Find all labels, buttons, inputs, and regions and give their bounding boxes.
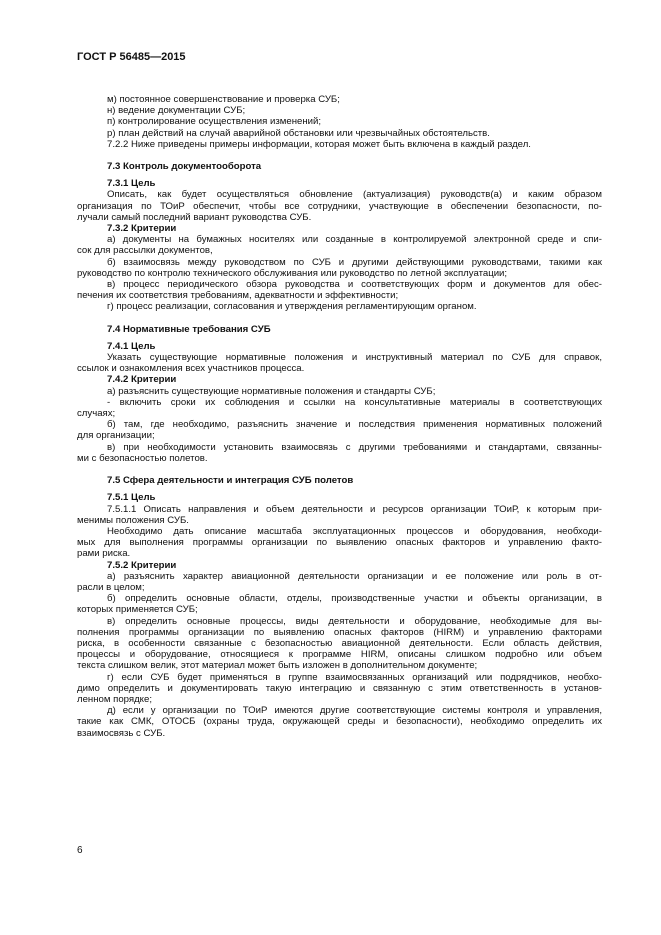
paragraph-line: б) там, где необходимо, разъяснить значение и последствия применения нормативных положений xyxy=(107,419,602,431)
page-number: 6 xyxy=(77,845,83,856)
paragraph-line: расли в целом; xyxy=(77,581,145,593)
paragraph-line: лучали самый последний вариант руководства СУБ. xyxy=(77,211,312,223)
paragraph-line: г) если СУБ будет применяться в группе взаимосвязанных организаций или подрядчиков, необхо- xyxy=(107,671,602,683)
paragraph-line: а) документы на бумажных носителях или созданные в контролируемой электронной среде и спи- xyxy=(107,234,602,246)
list-item: р) план действий на случай аварийной обстановки или чрезвычайных обстоятельств. xyxy=(107,127,490,139)
section-heading-7-4: 7.4 Нормативные требования СУБ xyxy=(107,323,271,335)
list-item: п) контролирование осуществления изменений; xyxy=(107,116,322,128)
paragraph-line: мых для выполнения программы организации по выявлению опасных факторов и управлению факто- xyxy=(77,537,602,549)
paragraph-line: которых применяется СУБ; xyxy=(77,604,198,616)
paragraph-line: текста слишком велик, этот материал может быть изложен в дополнительном документе; xyxy=(77,660,478,672)
subsection-heading-7-5-1: 7.5.1 Цель xyxy=(107,492,156,504)
subsection-heading-7-3-1: 7.3.1 Цель xyxy=(107,178,156,190)
paragraph-line: в) процесс периодического обзора руководства и соответствующих форм и документов для обес- xyxy=(107,279,602,291)
list-item: н) ведение документации СУБ; xyxy=(107,105,246,117)
paragraph-line: сок для рассылки документов, xyxy=(77,245,213,257)
paragraph-line: организация по ТОиР обеспечит, чтобы все сотрудники, участвующие в обеспечении безопасности, по- xyxy=(77,200,602,212)
subsection-heading-7-3-2: 7.3.2 Критерии xyxy=(107,223,177,235)
paragraph-line: рами риска. xyxy=(77,548,131,560)
section-heading-7-3: 7.3 Контроль документооборота xyxy=(107,161,262,173)
paragraph-line: димо определить и документировать такую интеграцию и связанную с этим ответственность в установ- xyxy=(77,682,602,694)
paragraph-line: Указать существующие нормативные положения и инструктивный материал по СУБ для справок, xyxy=(107,352,602,364)
paragraph-line: в) определить основные процессы, виды деятельности и оборудование, необходимые для вы- xyxy=(107,615,602,627)
paragraph-line: д) если у организации по ТОиР имеются другие соответствующие системы контроля и управления, xyxy=(107,705,602,717)
paragraph-line: менимы положения СУБ. xyxy=(77,514,189,526)
paragraph-line: руководство по контролю технического обслуживания или руководство по летной эксплуатации; xyxy=(77,267,508,279)
paragraph-line: 7.2.2 Ниже приведены примеры информации, которая может быть включена в каждый раздел. xyxy=(107,138,531,150)
paragraph-line: процессы и оборудование, относящиеся к программе HIRM, описаны слишком подробно или объем xyxy=(77,649,602,661)
paragraph-line: 7.5.1.1 Описать направления и объем деятельности и ресурсов организации ТОиР, к которым при- xyxy=(107,503,602,515)
paragraph-line: такие как СМК, ОТОСБ (охраны труда, окружающей среды и безопасности), необходимо определить их xyxy=(77,716,602,728)
subsection-heading-7-4-1: 7.4.1 Цель xyxy=(107,340,156,352)
paragraph-line: ссылок и ознакомления всех участников процесса. xyxy=(77,363,305,375)
paragraph-line: а) разъяснить существующие нормативные положения и стандарты СУБ; xyxy=(107,385,436,397)
paragraph-line: случаях; xyxy=(77,408,116,420)
list-item: м) постоянное совершенствование и проверка СУБ; xyxy=(107,94,340,105)
document-header: ГОСТ Р 56485—2015 xyxy=(77,51,186,63)
paragraph-line: Необходимо дать описание масштаба эксплуатационных процессов и оборудования, необходи- xyxy=(107,525,602,537)
paragraph-line: печения их соответствия требованиям, адекватности и эффективности; xyxy=(77,290,399,302)
paragraph-line: Описать, как будет осуществляться обновление (актуализация) руководств(а) и каким образом xyxy=(107,189,602,201)
subsection-heading-7-4-2: 7.4.2 Критерии xyxy=(107,374,177,386)
paragraph-line: б) определить основные области, отделы, производственные участки и объекты организации, в xyxy=(107,593,602,605)
paragraph-line: ленном порядке; xyxy=(77,693,152,705)
paragraph-line: риска, в особенности связанные с безопасностью авиационной деятельности. Если область действия, xyxy=(77,637,602,649)
page-body xyxy=(77,94,602,739)
paragraph-line: - включить сроки их соблюдения и ссылки на консультативные материалы в соответствующих xyxy=(107,396,602,408)
paragraph-line: полнения программы организации по выявлению опасных факторов (HIRM) и управлению факторами xyxy=(77,626,602,638)
section-heading-7-5: 7.5 Сфера деятельности и интеграция СУБ полетов xyxy=(107,475,354,487)
paragraph-line: б) взаимосвязь между руководством по СУБ и другими действующими руководствами, такими как xyxy=(107,256,602,268)
paragraph-line: г) процесс реализации, согласования и утверждения регламентирующим органом. xyxy=(107,301,477,313)
paragraph-line: ми с безопасностью полетов. xyxy=(77,452,208,464)
subsection-heading-7-5-2: 7.5.2 Критерии xyxy=(107,559,177,571)
paragraph-line: в) при необходимости установить взаимосвязь с другими требованиями и стандартами, связанны- xyxy=(107,441,602,453)
paragraph-line: а) разъяснить характер авиационной деятельности организации и ее положение или роль в от- xyxy=(107,570,602,582)
paragraph-line: для организации; xyxy=(77,430,155,442)
paragraph-line: взаимосвязь с СУБ. xyxy=(77,727,166,739)
